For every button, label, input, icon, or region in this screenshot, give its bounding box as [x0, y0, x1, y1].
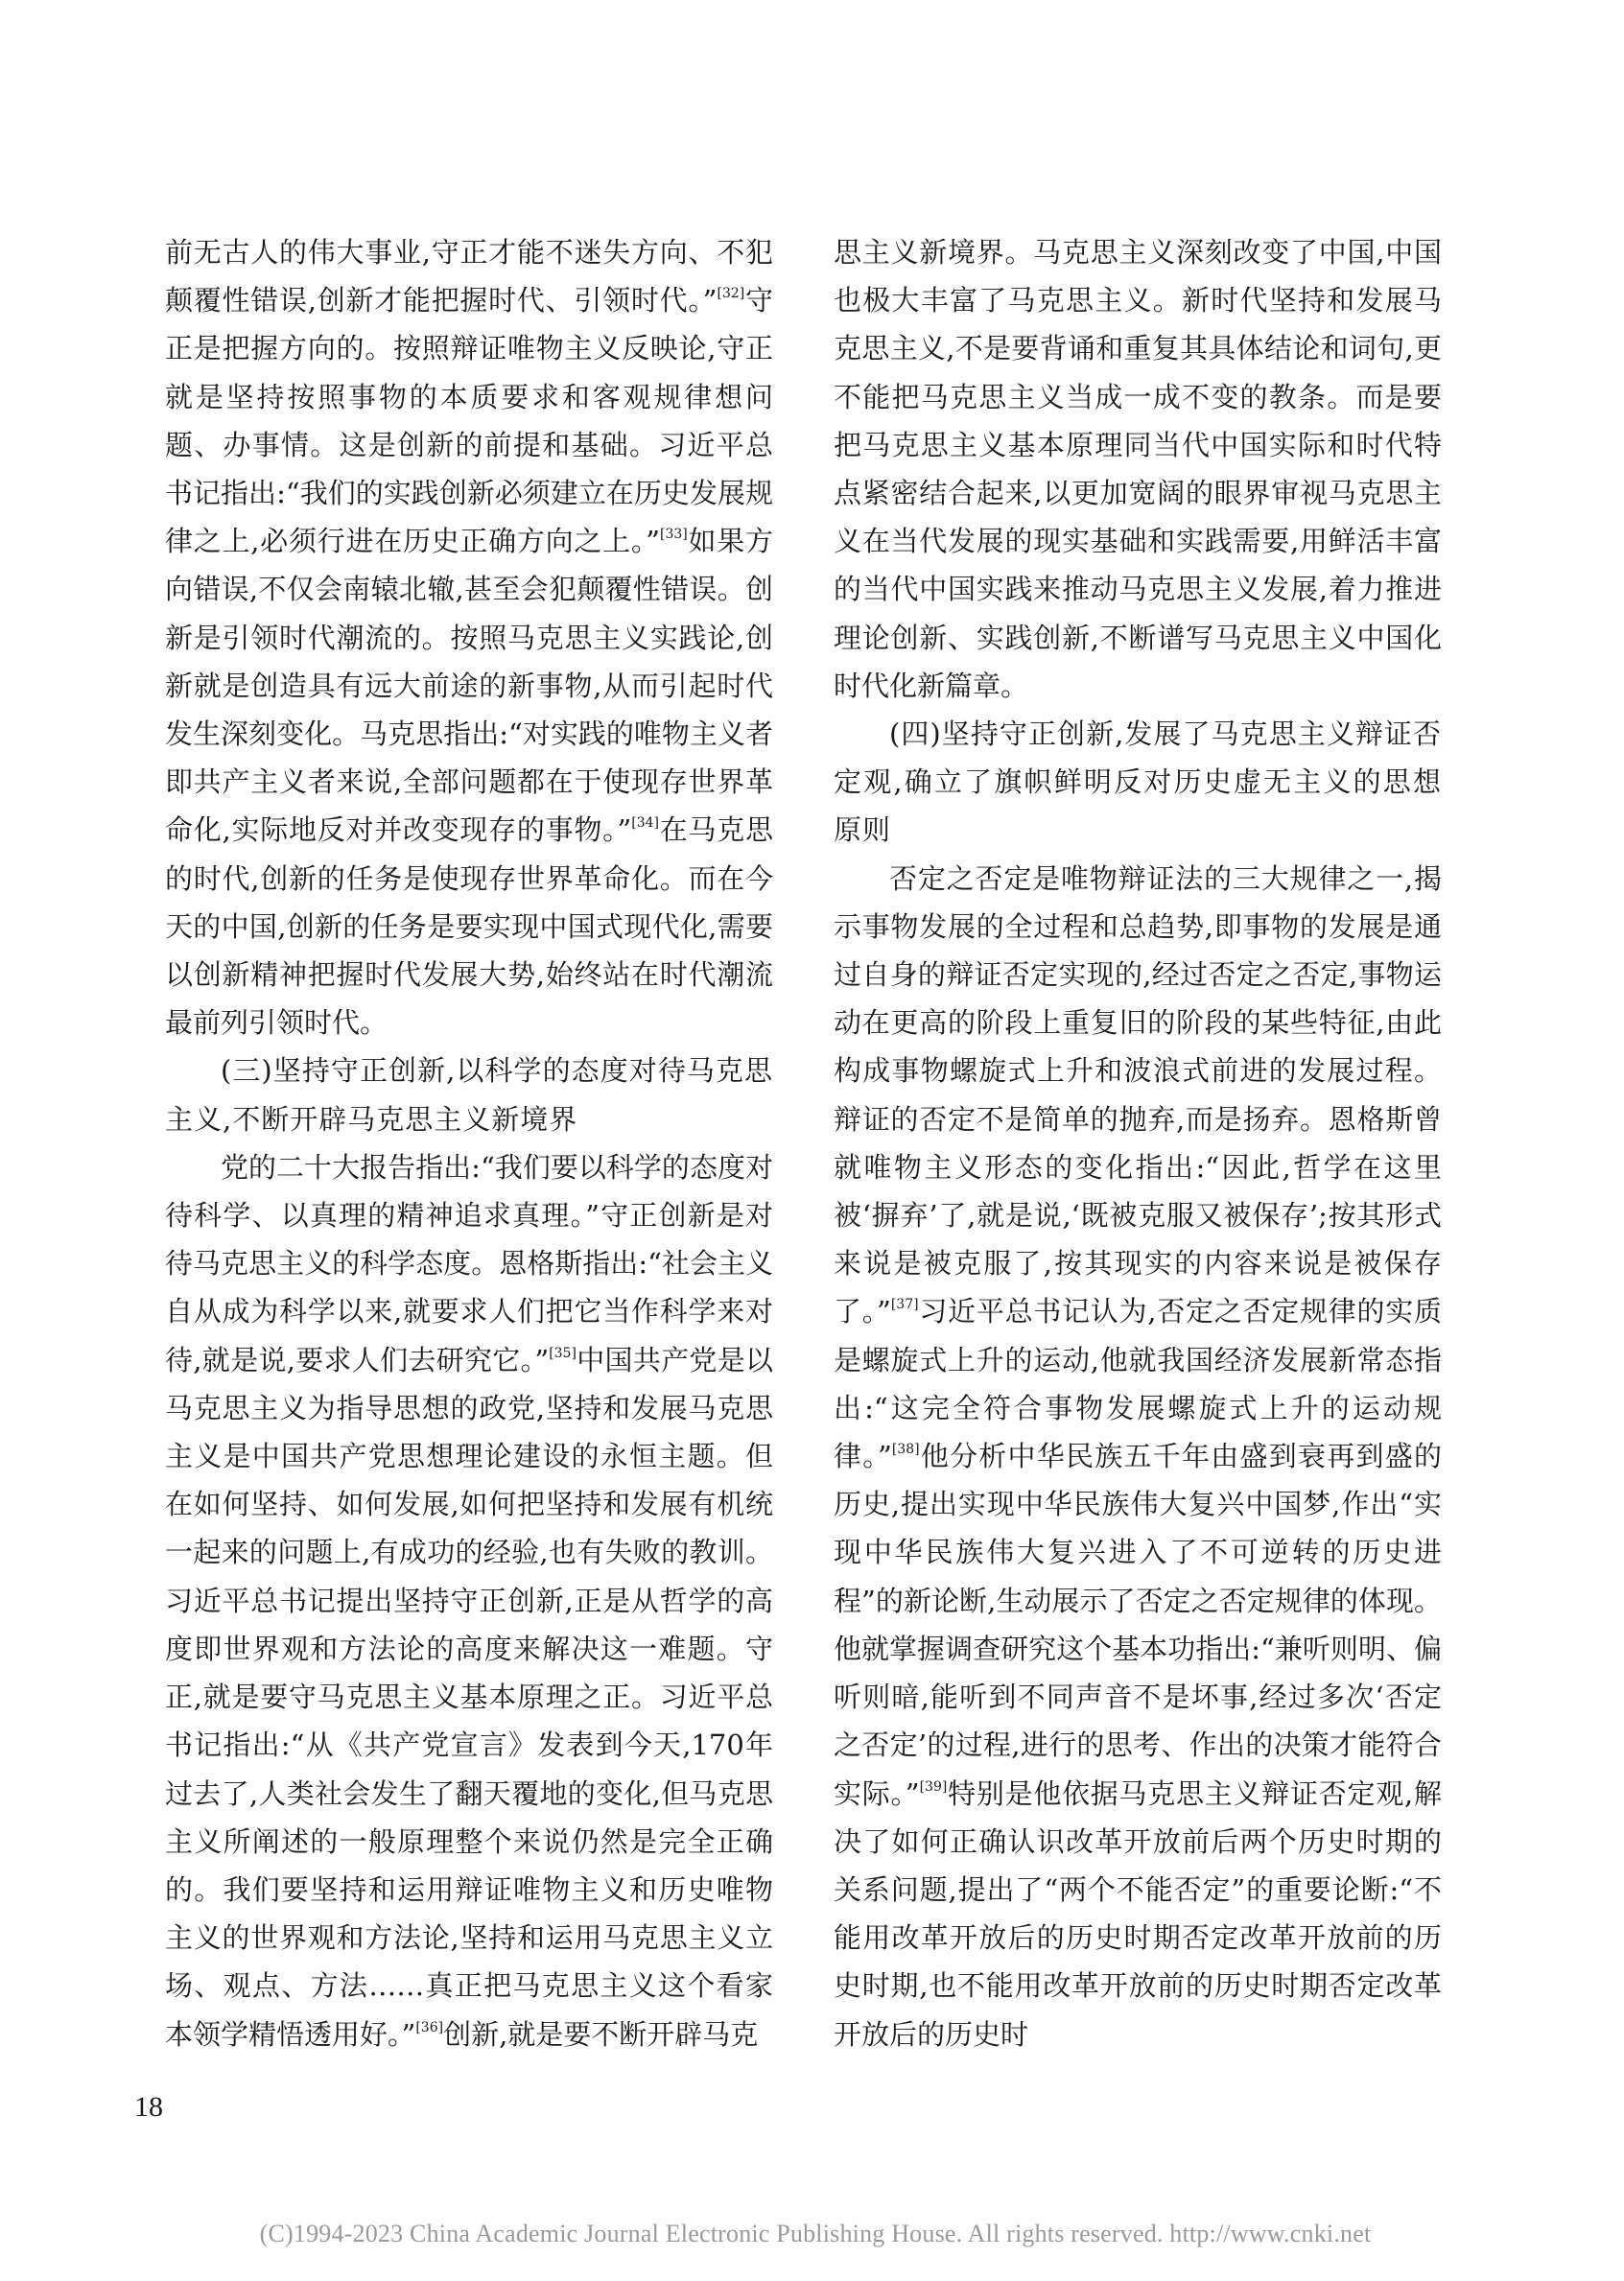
citation-reference: [38] [891, 1442, 920, 1458]
body-paragraph [834, 855, 1442, 2058]
text-run: (三)坚持守正创新,以科学的态度对待马克思主义,不断开辟马克思主义新境界 [165, 1054, 773, 1136]
left-column [165, 228, 773, 2058]
right-column [834, 228, 1442, 2058]
text-run: 如果方向错误,不仅会南辕北辙,甚至会犯颠覆性错误。创新是引领时代潮流的。按照马克思主义实践论,创新就是创造具有远大前途的新事物,从而引起时代发生深刻变化。马克思指出:“对实践的唯物主义者即共产主义者来说,全部问题都在于使现存世界革命化,实际地反对并改变现存的事物。” [165, 525, 773, 847]
body-paragraph [165, 1143, 773, 2058]
continued-paragraph [165, 228, 773, 1046]
text-run: 守正是把握方向的。按照辩证唯物主义反映论,守正就是坚持按照事物的本质要求和客观规律想问题、办事情。这是创新的前提和基础。习近平总书记指出:“我们的实践创新必须建立在历史发展规律之上,必须行进在历史正确方向之上。” [165, 284, 773, 558]
text-run: 在马克思的时代,创新的任务是使现存世界革命化。而在今天的中国,创新的任务是要实现中国式现代化,需要以创新精神把握时代发展大势,始终站在时代潮流最前列引领时代。 [165, 813, 773, 1040]
text-run: 党的二十大报告指出:“我们要以科学的态度对待科学、以真理的精神追求真理。”守正创新是对待马克思主义的科学态度。恩格斯指出:“社会主义自从成为科学以来,就要求人们把它当作科学来对待,就是说,要求人们去研究它。” [165, 1150, 773, 1376]
citation-reference: [33] [660, 527, 688, 543]
text-run: 思主义新境界。马克思主义深刻改变了中国,中国也极大丰富了马克思主义。新时代坚持和发展马克思主义,不是要背诵和重复其具体结论和词句,更不能把马克思主义当成一成不变的教条。而是要把马克思主义基本原理同当代中国实际和时代特点紧密结合起来,以更加宽阔的眼界审视马克思主义在当代发展的现实基础和实践需要,用鲜活丰富的当代中国实践来推动马克思主义发展,着力推进理论创新、实践创新,不断谱写马克思主义中国化时代化新篇章。 [834, 236, 1442, 702]
text-run: 习近平总书记认为,否定之否定规律的实质是螺旋式上升的运动,他就我国经济发展新常态指出:“这完全符合事物发展螺旋式上升的运动规律。” [834, 1295, 1442, 1473]
citation-reference: [36] [415, 2019, 444, 2035]
copyright-footer: (C)1994-2023 China Academic Journal Electronic Publishing House. All rights reserved. http://www.cnki.net [259, 2220, 1372, 2247]
citation-reference: [34] [631, 815, 659, 832]
text-run: 特别是他依据马克思主义辩证否定观,解决了如何正确认识改革开放前后两个历史时期的关系问题,提出了“两个不能否定”的重要论断:“不能用改革开放后的历史时期否定改革开放前的历史时期,也不能用改革开放前的历史时期否定改革开放后的历史时 [834, 1776, 1442, 2051]
citation-reference: [39] [919, 1778, 948, 1795]
citation-reference: [32] [717, 286, 745, 302]
section-heading [165, 1046, 773, 1142]
text-run: 前无古人的伟大事业,守正才能不迷失方向、不犯颠覆性错误,创新才能把握时代、引领时代。” [165, 236, 773, 317]
text-run: 中国共产党是以马克思主义为指导思想的政党,坚持和发展马克思主义是中国共产党思想理论建设的永恒主题。但在如何坚持、如何发展,如何把坚持和发展有机统一起来的问题上,有成功的经验,也有失败的教训。习近平总书记提出坚持守正创新,正是从哲学的高度即世界观和方法论的高度来解决这一难题。守正,就是要守马克思主义基本原理之正。习近平总书记指出:“从《共产党宣言》发表到今天,170年过去了,人类社会发生了翻天覆地的变化,但马克思主义所阐述的一般原理整个来说仍然是完全正确的。我们要坚持和运用辩证唯物主义和历史唯物主义的世界观和方法论,坚持和运用马克思主义立场、观点、方法……真正把马克思主义这个看家本领学精悟透用好。” [165, 1343, 773, 2051]
citation-reference: [35] [549, 1345, 577, 1361]
continued-paragraph [834, 228, 1442, 710]
text-run: 他分析中华民族五千年由盛到衰再到盛的历史,提出实现中华民族伟大复兴中国梦,作出“实现中华民族伟大复兴进入了不可逆转的历史进程”的新论断,生动展示了否定之否定规律的体现。他就掌握调查研究这个基本功指出:“兼听则明、偏听则暗,能听到不同声音不是坏事,经过多次‘否定之否定’的过程,进行的思考、作出的决策才能符合实际。” [834, 1440, 1442, 1810]
text-run: 创新,就是要不断开辟马克 [443, 2017, 759, 2051]
section-heading [834, 710, 1442, 855]
text-run: 否定之否定是唯物辩证法的三大规律之一,揭示事物发展的全过程和总趋势,即事物的发展是通过自身的辩证否定实现的,经过否定之否定,事物运动在更高的阶段上重复旧的阶段的某些特征,由此构成事物螺旋式上升和波浪式前进的发展过程。辩证的否定不是简单的抛弃,而是扬弃。恩格斯曾就唯物主义形态的变化指出:“因此,哲学在这里被‘摒弃’了,就是说,‘既被克服又被保存’;按其形式来说是被克服了,按其现实的内容来说是被保存了。” [834, 861, 1442, 1329]
text-run: (四)坚持守正创新,发展了马克思主义辩证否定观,确立了旗帜鲜明反对历史虚无主义的思想原则 [834, 717, 1442, 847]
citation-reference: [37] [890, 1297, 919, 1313]
page-number: 18 [134, 2091, 163, 2123]
